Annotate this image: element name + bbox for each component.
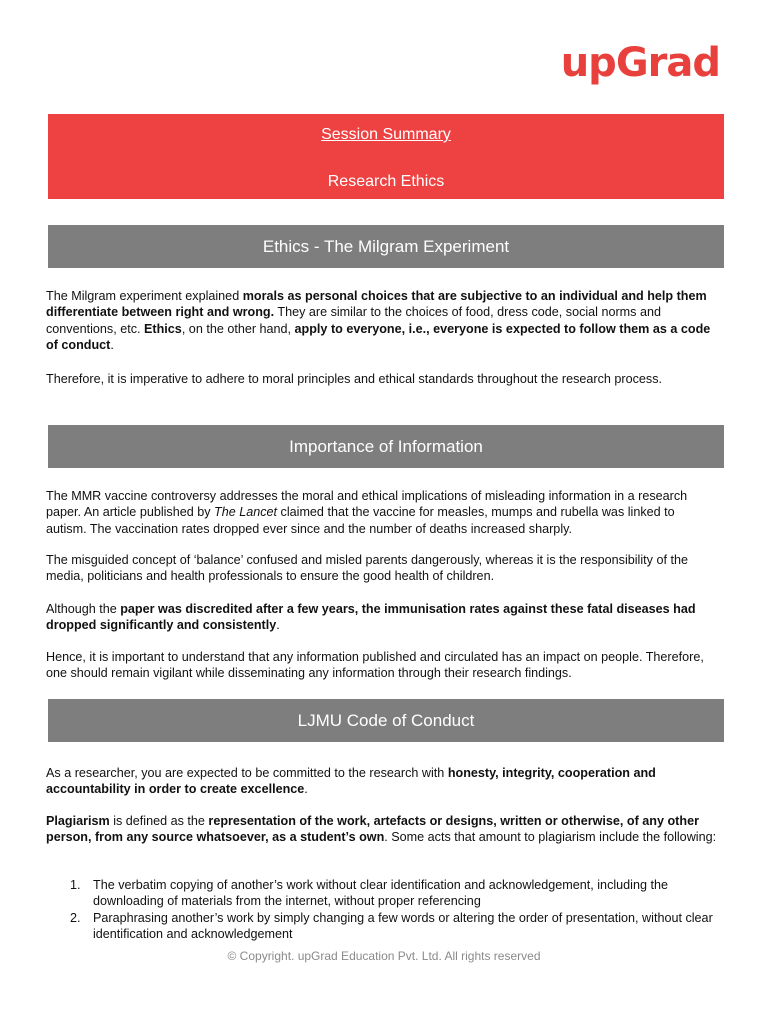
plagiarism-list xyxy=(46,877,718,943)
section-body-ljmu-2 xyxy=(46,813,718,846)
copyright-footer: © Copyright. upGrad Education Pvt. Ltd. All rights reserved xyxy=(227,949,541,963)
session-summary-label: Session Summary xyxy=(321,126,451,143)
session-topic: Research Ethics xyxy=(327,173,445,190)
section-header-information: Importance of Information xyxy=(48,425,724,468)
list-item xyxy=(46,877,718,910)
section-header-ljmu: LJMU Code of Conduct xyxy=(48,699,724,742)
list-number: 1. xyxy=(70,878,81,892)
session-banner xyxy=(48,114,724,199)
section-body-ljmu-1 xyxy=(46,765,718,798)
section-body-information-1 xyxy=(46,488,718,537)
paragraph: The Milgram experiment explained morals as personal choices that are subjective to an individual and help them differentiate between right and wrong. They are similar to the choices of food, dress code, social norms and conventions, etc. Ethics, on the other hand, apply to everyone, i.e., everyone is expected to follow them as a code of conduct. xyxy=(46,289,711,353)
paragraph: Although the paper was discredited after a few years, the immunisation rates against these fatal diseases had dropped significantly and consistently. xyxy=(46,602,696,633)
section-header-milgram: Ethics - The Milgram Experiment xyxy=(48,225,724,268)
section-body-milgram xyxy=(46,288,718,354)
paragraph: The misguided concept of ‘balance’ confused and misled parents dangerously, whereas it is the responsibility of the media, politicians and health professionals to ensure the good health of children. xyxy=(46,553,688,584)
paragraph: The MMR vaccine controversy addresses the moral and ethical implications of misleading information in a research paper. An article published by The Lancet claimed that the vaccine for measles, mumps and rubella was linked to autism. The vaccination rates dropped ever since and the number of deaths increased sharply. xyxy=(46,489,688,536)
list-item-text: The verbatim copying of another’s work without clear identification and acknowledgement, including the downloading of materials from the internet, without proper referencing xyxy=(93,878,668,909)
upgrad-logo: upGrad xyxy=(560,40,720,86)
section-body-information-4 xyxy=(46,649,718,682)
list-item-text: Paraphrasing another’s work by simply changing a few words or altering the order of presentation, without clear identification and acknowledgement xyxy=(93,910,713,942)
paragraph: Therefore, it is imperative to adhere to moral principles and ethical standards throughout the research process. xyxy=(46,372,663,386)
paragraph: As a researcher, you are expected to be committed to the research with honesty, integrity, cooperation and accountability in order to create excellence. xyxy=(46,766,656,797)
section-body-information-3 xyxy=(46,601,718,634)
list-number: 2. xyxy=(70,910,81,925)
section-body-information-2 xyxy=(46,552,718,585)
section-body-milgram-2 xyxy=(46,371,718,389)
paragraph: Hence, it is important to understand that any information published and circulated has an impact on people. Therefore, one should remain vigilant while disseminating any information through their research findings. xyxy=(46,650,704,681)
paragraph: Plagiarism is defined as the representation of the work, artefacts or designs, written or otherwise, of any other person, from any source whatsoever, as a student’s own. Some acts that amount to plagiarism include the following: xyxy=(46,814,717,845)
list-item xyxy=(46,910,718,943)
